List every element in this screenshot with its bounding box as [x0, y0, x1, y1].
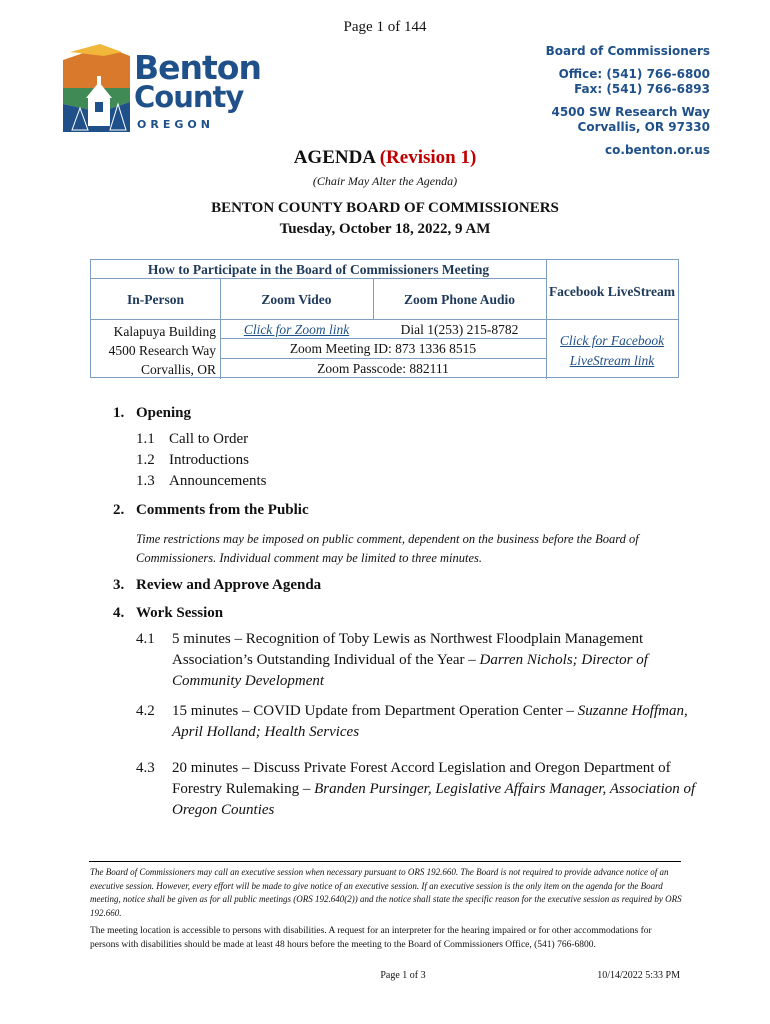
section-number: 2.: [113, 502, 125, 518]
participation-table: [90, 259, 679, 378]
section-number: 1.: [113, 405, 125, 421]
facebook-link-line-1[interactable]: Click for Facebook: [559, 333, 665, 348]
zoom-video-header: Zoom Video: [261, 292, 332, 307]
contact-address-2: Corvallis, OR 97330: [577, 120, 710, 134]
item-text: Announcements: [169, 473, 267, 489]
location-line-1: Kalapuya Building: [113, 324, 216, 339]
section-public-comments: [113, 502, 309, 519]
item-number: 1.2: [136, 452, 155, 468]
zoom-link[interactable]: Click for Zoom link: [243, 322, 350, 337]
work-item: [136, 629, 696, 692]
zoom-dial: Dial 1(253) 215-8782: [400, 322, 519, 337]
section-number: 3.: [113, 577, 125, 593]
contact-fax: Fax: (541) 766-6893: [574, 82, 710, 96]
item-number: 4.2: [136, 703, 155, 719]
item-number: 1.1: [136, 431, 155, 447]
zoom-meeting-id: Zoom Meeting ID: 873 1336 8515: [289, 341, 477, 356]
section-number: 4.: [113, 605, 125, 621]
facebook-link[interactable]: [546, 331, 678, 371]
item-text: 15 minutes – COVID Update from Department Operation Center –: [172, 703, 578, 719]
list-item: [136, 431, 248, 448]
logo-wordmark-oregon: OREGON: [137, 118, 214, 131]
zoom-phone-header: Zoom Phone Audio: [403, 292, 516, 307]
contact-dept: Board of Commissioners: [545, 44, 710, 58]
meeting-datetime: Tuesday, October 18, 2022, 9 AM: [279, 221, 491, 237]
section-work-session: [113, 605, 223, 622]
item-text: 5 minutes – Recognition of Toby Lewis as Northwest Floodplain Management Association’s Outstanding Individual of the Year –: [172, 631, 644, 668]
location-line-2: 4500 Research Way: [108, 343, 216, 358]
contact-website[interactable]: co.benton.or.us: [605, 143, 710, 157]
inperson-header: In-Person: [127, 292, 184, 307]
section-title: Review and Approve Agenda: [136, 577, 322, 593]
item-number: 4.1: [136, 631, 155, 647]
agenda-title: [0, 147, 770, 169]
item-presenter: Darren Nichols; Director of Community Development: [172, 652, 648, 689]
board-name: BENTON COUNTY BOARD OF COMMISSIONERS: [211, 200, 559, 216]
revision-label: (Revision 1): [379, 147, 477, 168]
work-item: [136, 701, 696, 743]
section-review-agenda: [113, 577, 321, 594]
work-item: [136, 758, 696, 821]
inperson-location: [91, 322, 220, 379]
contact-address-1: 4500 SW Research Way: [551, 105, 710, 119]
item-number: 4.3: [136, 760, 155, 776]
page-number: Page 1 of 3: [380, 970, 426, 981]
item-text: 20 minutes – Discuss Private Forest Accord Legislation and Oregon Department of Forestry Rulemaking –: [172, 760, 671, 797]
section-title: Work Session: [136, 605, 224, 621]
facebook-link-line-2[interactable]: LiveStream link: [569, 353, 655, 368]
footer-divider: [89, 861, 681, 862]
participation-title: How to Participate in the Board of Commissioners Meeting: [147, 262, 490, 277]
agenda-title-text: AGENDA: [293, 147, 375, 168]
contact-office: Office: (541) 766-6800: [558, 67, 710, 81]
section-title: Comments from the Public: [136, 502, 309, 518]
logo-wordmark-county: County: [134, 80, 244, 114]
item-presenter: Suzanne Hoffman, April Holland; Health Services: [172, 703, 688, 740]
contact-block: [546, 44, 710, 158]
item-text: Call to Order: [169, 431, 249, 447]
list-item: [136, 473, 266, 490]
executive-session-note: The Board of Commissioners may call an executive session when necessary pursuant to ORS 192.660. The Board is not required to provide advance notice of an executive session. However, every effort will be made to give notice of an executive session. If an executive session is the only item on the agenda for the Board meeting, notice shall be given as for all public meetings (ORS 192.640(2)) and the notice shall state the specific reason for the executive session as required by ORS 192.660.: [90, 867, 682, 918]
accessibility-note: The meeting location is accessible to persons with disabilities. A request for an interpreter for the hearing impaired or for other accommodations for persons with disabilities should be made at least 48 hours before the meeting to the Board of Commissioners Office, (541) 766-6800.: [90, 926, 652, 950]
chair-note: (Chair May Alter the Agenda): [312, 174, 458, 188]
zoom-passcode: Zoom Passcode: 882111: [317, 361, 449, 376]
page-counter: Page 1 of 144: [343, 19, 427, 35]
item-presenter: Branden Pursinger, Legislative Affairs Manager, Association of Oregon Counties: [172, 781, 696, 818]
item-number: 1.3: [136, 473, 155, 489]
list-item: [136, 452, 249, 469]
section-title: Opening: [136, 405, 192, 421]
facebook-header: Facebook LiveStream: [548, 284, 676, 299]
location-line-3: Corvallis, OR: [140, 362, 216, 377]
logo-wordmark-benton: Benton: [134, 48, 261, 87]
section-opening: [113, 405, 191, 422]
print-timestamp: 10/14/2022 5:33 PM: [597, 970, 680, 981]
item-text: Introductions: [169, 452, 249, 468]
public-comment-note: Time restrictions may be imposed on public comment, dependent on the business before the Board of Commissioners. Individual comment may be limited to three minutes.: [136, 532, 639, 565]
